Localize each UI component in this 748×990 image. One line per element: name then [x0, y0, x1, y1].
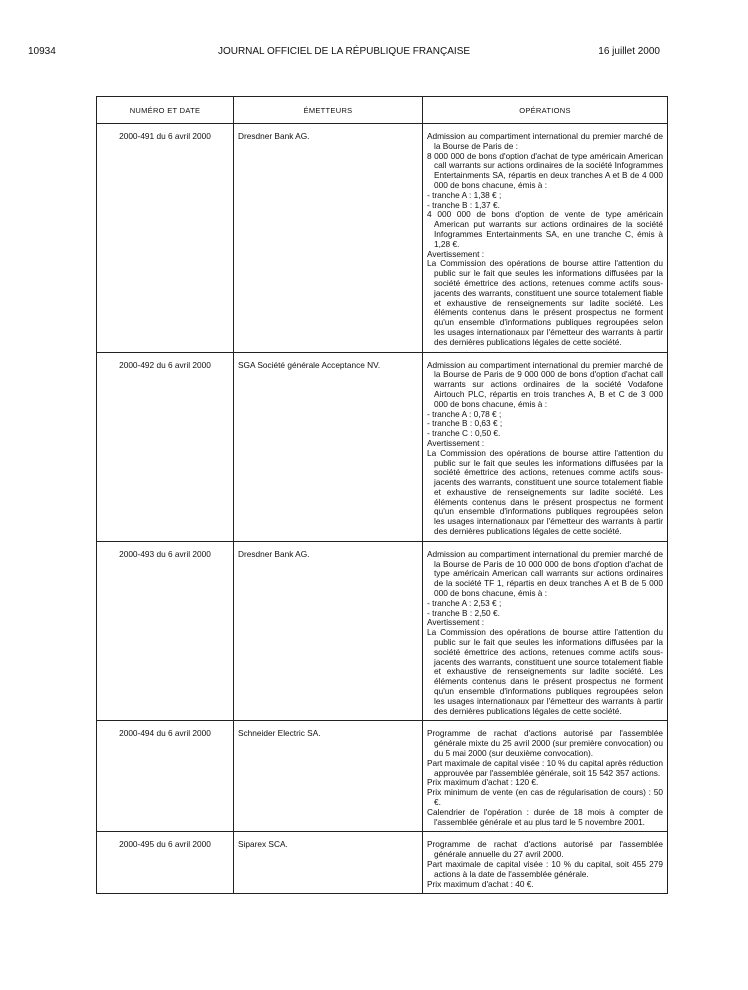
operation-line: - tranche B : 2,50 €.: [427, 607, 500, 618]
operation-line: Avertissement :: [427, 617, 485, 628]
operation-line: Prix maximum d'achat : 40 €.: [427, 878, 534, 889]
table-body: [97, 124, 668, 894]
table-row: [97, 721, 668, 832]
table-row: [97, 352, 668, 541]
cell-number-date: 2000-492 du 6 avril 2000: [97, 352, 234, 541]
table-row: [97, 124, 668, 353]
cell-issuer: Dresdner Bank AG.: [234, 541, 423, 721]
operation-line: Avertissement :: [427, 437, 485, 448]
operation-line: Programme de rachat d'actions autorisé par l'assemblée générale mixte du 25 avril 2000 (sur première convocation) ou du 5 mai 2000 (sur deuxième convocation).: [427, 728, 663, 759]
operation-line: Prix minimum de vente (en cas de régularisation de cours) : 50 €.: [427, 787, 663, 807]
page-header: [28, 46, 660, 60]
cell-number-date: 2000-495 du 6 avril 2000: [97, 832, 234, 894]
cell-operations: [423, 721, 668, 832]
journal-title: JOURNAL OFFICIEL DE LA RÉPUBLIQUE FRANÇAISE: [217, 46, 471, 57]
column-header-issuers: ÉMETTEURS: [234, 97, 423, 124]
cell-operations: [423, 124, 668, 353]
operation-line: - tranche C : 0,50 €.: [427, 428, 501, 439]
operation-line: Part maximale de capital visée : 10 % du capital, soit 455 279 actions à la date de l'assemblée générale.: [427, 858, 663, 879]
cell-number-date: 2000-493 du 6 avril 2000: [97, 541, 234, 721]
page-number: 10934: [28, 46, 56, 57]
cell-issuer: SGA Société générale Acceptance NV.: [234, 352, 423, 541]
operation-line: Programme de rachat d'actions autorisé par l'assemblée générale annuelle du 27 avril 2000.: [427, 839, 663, 860]
cell-operations: [423, 541, 668, 721]
operation-line: Part maximale de capital visée : 10 % du capital après réduction approuvée par l'assemblée générale, soit 15 542 357 actions.: [427, 757, 663, 778]
operation-line: 8 000 000 de bons d'option d'achat de type américain American call warrants sur actions ordinaires de la société Infogrammes Entertainments SA, répartis en deux tranches A et B de 4 000 000 de bons chacune, émis à :: [427, 150, 663, 190]
cell-issuer: Dresdner Bank AG.: [234, 124, 423, 353]
publication-date: 16 juillet 2000: [598, 46, 660, 57]
table-row: [97, 541, 668, 721]
cell-issuer: Siparex SCA.: [234, 832, 423, 894]
operation-line: - tranche B : 1,37 €.: [427, 199, 500, 210]
operation-line: 4 000 000 de bons d'option de vente de type américain American put warrants sur actions ordinaires de la société Infogrammes Entertainments SA, en une tranche C, émis à 1,28 €.: [427, 209, 663, 249]
operation-line: La Commission des opérations de bourse attire l'attention du public sur le fait que seules les informations diffusées par la société émettrice des actions, retenues comme actifs sous-jacents des warrants, constituent une source totalement fiable et exhaustive de renseignements sur ladite société. Les éléments contenus dans le présent prospectus ne forment qu'un ensemble d'informations publiques regroupées selon les usages internationaux par l'émetteur des warrants à partir des dernières publications légales de cette société.: [427, 258, 663, 347]
table-header-row: [97, 97, 668, 124]
column-header-operations: OPÉRATIONS: [423, 97, 668, 124]
operations-table: [96, 96, 668, 894]
operation-line: Admission au compartiment international du premier marché de la Bourse de Paris de 9 000 000 de bons d'option d'achat call warrants sur actions ordinaires de la société Vodafone Airtouch PLC, répartis en trois tranches A, B et C de 3 000 000 de bons chacune, émis à :: [427, 359, 663, 409]
operation-line: Admission au compartiment international du premier marché de la Bourse de Paris de :: [427, 131, 663, 151]
operation-line: - tranche A : 2,53 € ;: [427, 597, 502, 608]
operation-line: Avertissement :: [427, 248, 485, 259]
operation-line: Calendrier de l'opération : durée de 18 mois à compter de l'assemblée générale et au plus tard le 5 novembre 2001.: [427, 806, 663, 827]
column-header-number-date: NUMÉRO ET DATE: [97, 97, 234, 124]
cell-number-date: 2000-494 du 6 avril 2000: [97, 721, 234, 832]
operation-line: - tranche A : 1,38 € ;: [427, 189, 502, 200]
operation-line: La Commission des opérations de bourse attire l'attention du public sur le fait que seules les informations diffusées par la société émettrice des actions, retenues comme actifs sous-jacents des warrants, constituent une source totalement fiable et exhaustive de renseignements sur ladite société. Les éléments contenus dans le présent prospectus ne forment qu'un ensemble d'informations publiques regroupées selon les usages internationaux par l'émetteur des warrants à partir des dernières publications légales de cette société.: [427, 447, 663, 537]
cell-operations: [423, 832, 668, 894]
operation-line: - tranche A : 0,78 € ;: [427, 408, 502, 419]
operation-line: Prix maximum d'achat : 120 €.: [427, 777, 539, 788]
operation-line: - tranche B : 0,63 € ;: [427, 418, 503, 429]
cell-operations: [423, 352, 668, 541]
operation-line: Admission au compartiment international du premier marché de la Bourse de Paris de 10 000 000 de bons d'option d'achat de type américain American call warrants sur actions ordinaires de la société TF 1, répartis en deux tranches A et B de 5 000 000 de bons chacune, émis à :: [427, 548, 663, 599]
table-row: [97, 832, 668, 894]
cell-issuer: Schneider Electric SA.: [234, 721, 423, 832]
cell-number-date: 2000-491 du 6 avril 2000: [97, 124, 234, 353]
operation-line: La Commission des opérations de bourse attire l'attention du public sur le fait que seules les informations diffusées par la société émettrice des actions, retenues comme actifs sous-jacents des warrants, constituent une source totalement fiable et exhaustive de renseignements sur ladite société. Les éléments contenus dans le présent prospectus ne forment qu'un ensemble d'informations publiques regroupées selon les usages internationaux par l'émetteur des warrants à partir des dernières publications légales de cette société.: [427, 627, 663, 716]
